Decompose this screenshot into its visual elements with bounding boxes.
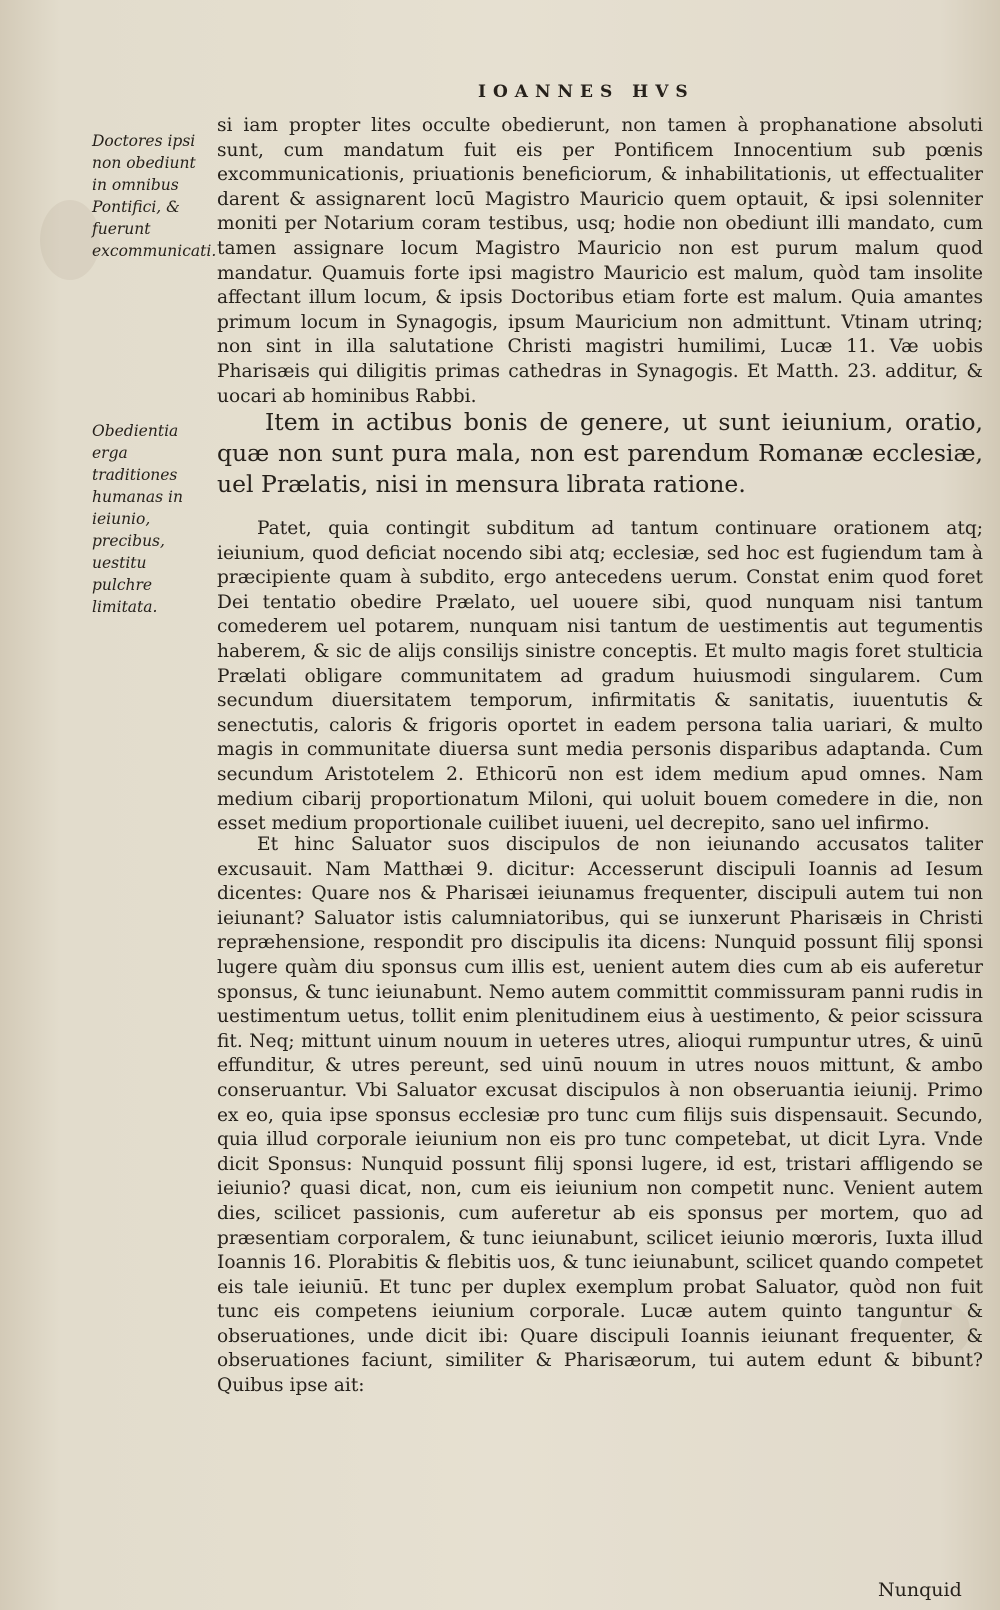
catchword: Nunquid: [878, 1579, 962, 1601]
paragraph-3: Patet, quia contingit subditum ad tantum continuare orationem atq; ieiunium, quod deficiat nocendo sibi atq; ecclesiæ, sed hoc est fugiendum tam à præcipiente quam à subdito, ergo antecedens uerum. Constat enim quod foret Dei tentatio obedire Prælato, uel uouere sibi, quod nunquam nisi tantum comederem uel potarem, nunquam nisi tantum de uestimentis aut tegumentis haberem, & sic de alijs consilijs sinistre conceptis. Et multo magis foret stulticia Prælati obligare communitatem ad gradum huiusmodi singularem. Cum secundum diuersitatem temporum, infirmitatis & sanitatis, iuuentutis & senectutis, caloris & frigoris oportet in eadem persona talia uariari, & multo magis in communitate diuersa sunt media personis disparibus adaptanda. Cum secundum Aristotelem 2. Ethicorū non est idem medium apud omnes. Nam medium cibarij proportionatum Miloni, qui uoluit bouem comedere in die, non esset medium proportionale cuilibet iuueni, uel decrepito, sano uel infirmo.: [217, 518, 983, 835]
margin-note-doctores: Doctores ipsi non obediunt in omnibus Pontifici, & fuerunt excommunicati.: [92, 132, 217, 260]
paragraph-4: Et hinc Saluator suos discipulos de non ieiunando accusatos taliter excusauit. Nam Matthæi 9. dicitur: Accesserunt discipuli Ioannis ad Iesum dicentes: Quare nos & Pharisæi ieiunamus frequenter, discipuli autem tui non ieiunant? Saluator istis calumniatoribus, qui se iunxerunt Pharisæis in Christi repræhensione, respondit pro discipulis ita dicens: Nunquid possunt filij sponsi lugere quàm diu sponsus cum illis est, uenient autem dies cum ab eis auferetur sponsus, & tunc ieiunabunt. Nemo autem committit commissuram panni rudis in uestimentum uetus, tollit enim plenitudinem eius à uestimento, & peior scissura fit. Neq; mittunt uinum nouum in ueteres utres, alioqui rumpuntur utres, & uinū effunditur, & utres pereunt, sed uinū nouum in utres nouos mittunt, & ambo conseruantur. Vbi Saluator excusat discipulos à non obseruantia ieiunij. Primo ex eo, quia ipse sponsus ecclesiæ pro tunc cum filijs suis dispensauit. Secundo, quia illud corporale ieiunium non eis pro tunc competebat, ut dicit Lyra. Vnde dicit Sponsus: Nunquid possunt filij sponsi lugere, id est, tristari affligendo se ieiunio? quasi dicat, non, cum eis ieiunium non competit nunc. Venient autem dies, scilicet passionis, cum auferetur ab eis sponsus per mortem, quo ad præsentiam corporalem, & tunc ieiunabunt, scilicet ieiunio mœroris, Iuxta illud Ioannis 16. Plorabitis & flebitis uos, & tunc ieiunabunt, scilicet quando competet eis tale ieiuniū. Et tunc per duplex exemplum probat Saluator, quòd non fuit tunc eis competens ieiunium corporale. Lucæ autem quinto tanguntur & obseruationes, unde dicit ibi: Quare discipuli Ioannis ieiunant frequenter, & obseruationes faciunt, similiter & Pharisæorum, tui autem edunt & bibunt? Quibus ipse ait:: [217, 834, 983, 1397]
paragraph-3-block: [217, 517, 983, 837]
paragraph-2-lead: Item in actibus bonis de genere, ut sunt ieiunium, oratio, quæ non sunt pura mala, non est parendum Romanæ ecclesiæ, uel Prælatis, nisi in mensura librata ratione.: [217, 408, 983, 498]
paragraph-1-block: [217, 114, 983, 409]
paragraph-2-block: [217, 407, 983, 500]
running-title: IOANNES HVS: [478, 82, 695, 102]
paragraph-1: si iam propter lites occulte obedierunt, non tamen à prophanatione absoluti sunt, cum mandatum fuit eis per Pontificem Innocentium sub pœnis excommunicationis, priuationis beneficiorum, & inhabilitationis, ut effectualiter darent & assignarent locū Magistro Mauricio quem optauit, & ipsi solenniter moniti per Notarium coram testibus, usq; hodie non obediunt illi mandato, cum tamen assignare locum Magistro Mauricio non est purum malum quod mandatur. Quamuis forte ipsi magistro Mauricio est malum, quòd tam insolite affectant illum locum, & ipsis Doctoribus etiam forte est malum. Quia amantes primum locum in Synagogis, ipsum Mauricium non admittunt. Vtinam utrinq; non sint in illa salutatione Christi magistri humilimi, Lucæ 11. Væ uobis Pharisæis qui diligitis primas cathedras in Synagogis. Et Matth. 23. additur, & uocari ab hominibus Rabbi.: [217, 115, 983, 407]
margin-note-obedientia: Obedientia erga traditiones humanas in ieiunio, precibus, uestitu pulchre limitata.: [92, 422, 183, 616]
paragraph-4-block: [217, 833, 983, 1399]
paper-stain: [40, 200, 100, 280]
